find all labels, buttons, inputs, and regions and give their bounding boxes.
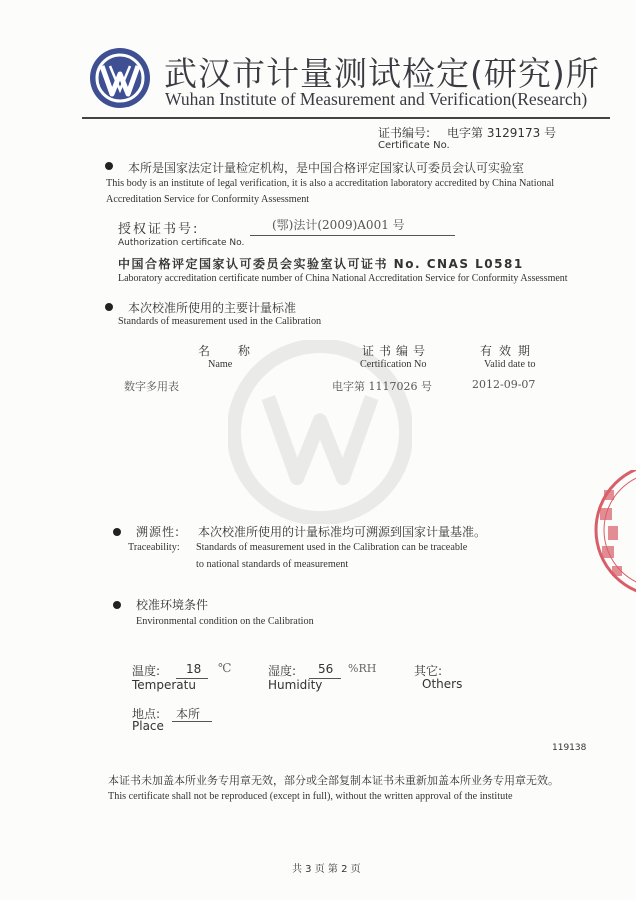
certificate-label-en: Certificate No. xyxy=(378,140,450,151)
bullet-icon xyxy=(105,303,113,311)
certificate-label: 证书编号: xyxy=(378,126,431,140)
column-header-valid-cn: 有效期 xyxy=(480,344,538,358)
red-seal-stamp xyxy=(592,470,636,600)
temperature-label-en: Temperatu xyxy=(132,678,196,692)
header-rule xyxy=(82,117,610,119)
place-label-en: Place xyxy=(132,719,164,733)
authorization-value: (鄂)法计(2009)A001 号 xyxy=(272,218,405,232)
certificate-number: 电字第 3129173 号 xyxy=(447,126,557,140)
others-label-cn: 其它: xyxy=(414,664,443,678)
body-statement-en-1: This body is an institute of legal verification, it is also a accreditation laboratory accredited by China National xyxy=(106,178,555,189)
column-header-name-en: Name xyxy=(208,359,233,370)
humidity-label-cn: 湿度: xyxy=(268,664,297,678)
column-header-cert-cn: 证书编号 xyxy=(362,344,431,358)
table-row-cert: 电字第 1117026 号 xyxy=(332,380,432,393)
environment-heading-en: Environmental condition on the Calibration xyxy=(136,616,314,627)
table-row-name: 数字多用表 xyxy=(124,380,179,393)
others-label-en: Others xyxy=(422,677,463,691)
standards-heading-cn: 本次校准所使用的主要计量标准 xyxy=(128,301,297,315)
column-header-cert-en: Certification No xyxy=(360,359,427,370)
temperature-unit: ℃ xyxy=(218,661,232,675)
place-label-cn: 地点: xyxy=(132,707,161,721)
traceability-text-en-2: to national standards of measurement xyxy=(196,559,349,570)
institute-title-en: Wuhan Institute of Measurement and Verification(Research) xyxy=(165,89,588,109)
standards-heading-en: Standards of measurement used in the Calibration xyxy=(118,316,322,327)
temperature-label-cn: 温度: xyxy=(132,664,161,678)
column-header-valid-en: Valid date to xyxy=(484,359,536,370)
place-underline xyxy=(172,721,212,722)
humidity-value: 56 xyxy=(318,662,334,676)
environment-heading-cn: 校准环境条件 xyxy=(136,598,209,612)
footer-notice-en: This certificate shall not be reproduced (except in full), without the written approval of the institute xyxy=(108,791,513,802)
traceability-text-cn: 本次校准所使用的计量标准均可溯源到国家计量基准。 xyxy=(198,525,487,539)
bullet-icon xyxy=(105,162,113,170)
institute-logo xyxy=(88,46,152,110)
authorization-underline xyxy=(250,235,455,236)
page-number: 共 3 页 第 2 页 xyxy=(292,864,361,875)
body-statement-cn: 本所是国家法定计量检定机构，是中国合格评定国家认可委员会认可实验室 xyxy=(128,161,525,175)
bullet-icon xyxy=(113,601,121,609)
institute-title-cn: 武汉市计量测试检定(研究)所 xyxy=(164,54,600,93)
column-header-name-cn: 名 称 xyxy=(198,344,259,358)
authorization-label: 授权证书号: xyxy=(118,222,200,237)
temperature-value: 18 xyxy=(186,662,202,676)
humidity-label-en: Humidity xyxy=(268,678,323,692)
traceability-text-en-1: Standards of measurement used in the Calibration can be traceable xyxy=(196,542,468,553)
serial-number: 119138 xyxy=(552,743,587,753)
cnas-en: Laboratory accreditation certificate number of China National Accreditation Service for Conformity Assessment xyxy=(118,273,568,284)
footer-notice-cn: 本证书未加盖本所业务专用章无效，部分或全部复制本证书未重新加盖本所业务专用章无效。 xyxy=(108,774,559,787)
authorization-label-en: Authorization certificate No. xyxy=(118,238,245,248)
cnas-cn: 中国合格评定国家认可委员会实验室认可证书 No. CNAS L0581 xyxy=(118,257,524,271)
table-row-valid: 2012-09-07 xyxy=(472,378,536,391)
traceability-label-en: Traceability: xyxy=(128,542,180,553)
body-statement-en-2: Accreditation Service for Conformity Assessment xyxy=(106,194,310,205)
humidity-unit: %RH xyxy=(348,662,377,675)
bullet-icon xyxy=(113,528,121,536)
traceability-label-cn: 溯源性: xyxy=(136,525,181,539)
place-value: 本所 xyxy=(176,707,201,721)
